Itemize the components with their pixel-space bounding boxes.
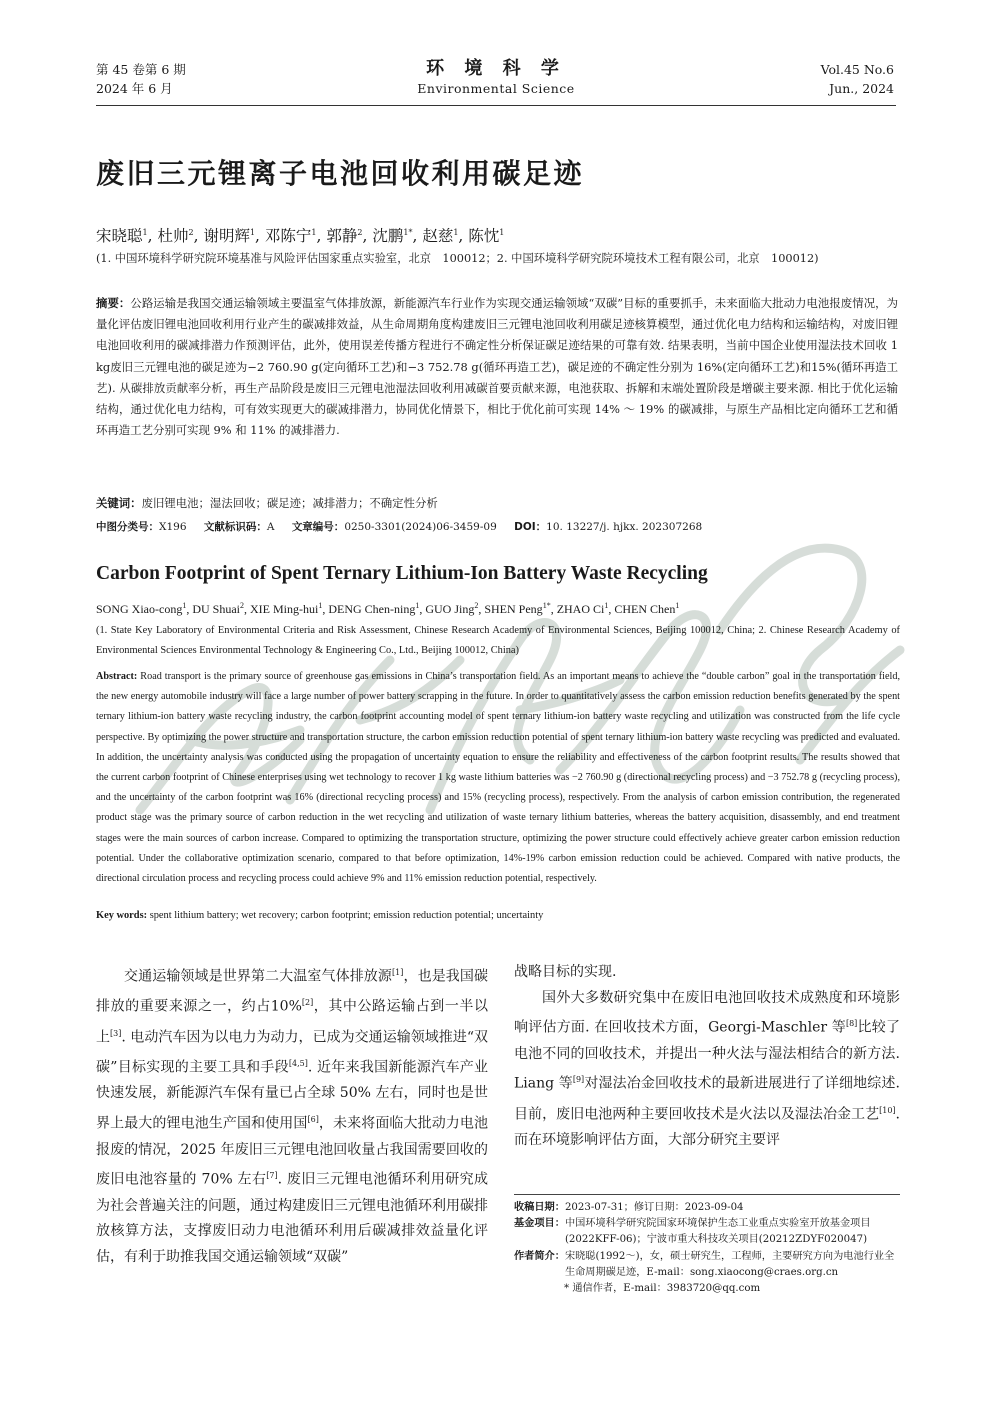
journal-name-en: Environmental Science xyxy=(417,81,575,96)
citation[interactable]: [2] xyxy=(301,998,314,1008)
doi-label: DOI： xyxy=(514,521,547,533)
body-text: . 废旧三元锂电池循环利用研究成为社会普遍关注的问题，通过构建废旧三元锂电池循环利用碳排放核算方法，支撑废旧动力电池循环利用后碳减排效益量化评估，有利于助推我国交通运输领域“双碳” xyxy=(96,1171,488,1265)
affiliation-cn: (1. 中国环境科学研究院环境基准与风险评估国家重点实验室，北京 100012；2. 中国环境科学研究院环境技术工程有限公司，北京 100012) xyxy=(96,252,819,265)
author-cn: 陈忱 xyxy=(468,227,500,246)
footnote-fund xyxy=(514,1216,900,1248)
author-en: SONG Xiao-cong xyxy=(96,602,183,616)
article-no-value: 0250-3301(2024)06-3459-09 xyxy=(344,521,497,533)
body-text: ，也是我国碳排放的重要来源之一，约占10% xyxy=(96,968,489,1016)
body-right-column xyxy=(514,960,900,1154)
date-en: Jun., 2024 xyxy=(829,81,894,96)
author-sup: 1 xyxy=(318,601,323,610)
body-text: 对湿法冶金回收技术的最新进展进行了详细地综述. 目前，废旧电池两种主要回收技术是火法以及湿法冶金工艺 xyxy=(514,1076,900,1123)
author-cn: 杜帅 xyxy=(157,227,189,246)
authors-cn: 宋晓聪$^1$, 杜帅$^2$, 谢明辉$^1$, 邓陈宁$^1$, 郭静$^2$, 沈鹏$^{1*}$, 赵慈$^1$, 陈忱$^1$ xyxy=(96,227,505,246)
classification-line xyxy=(96,518,702,536)
author-sup: 1* xyxy=(403,228,413,237)
body-left-column xyxy=(96,960,488,1271)
paper-title-en: Carbon Footprint of Spent Ternary Lithium-Ion Battery Waste Recycling xyxy=(96,563,708,584)
author-en: CHEN Chen xyxy=(614,602,676,616)
received-label: 收稿日期： xyxy=(514,1202,565,1213)
doc-code-value: A xyxy=(266,521,275,533)
fund-value: 中国环境科学研究院国家环境保护生态工业重点实验室开放基金项目(2022KFF-06)；宁波市重大科技攻关项目(20212ZDYF020047) xyxy=(564,1218,871,1246)
authors-en: SONG Xiao-cong$^1$, DU Shuai$^2$, XIE Ming-hui$^1$, DENG Chen-ning$^1$, GUO Jing$^2$, SHEN Peng$^{1*}$, ZHAO Ci$^1$, CHEN Chen$^1$ xyxy=(96,601,680,616)
corresponding-author: * 通信作者，E-mail：3983720@qq.com xyxy=(564,1283,761,1295)
author-sup: 1 xyxy=(675,601,680,610)
date-cn: 2024 年 6 月 xyxy=(96,81,173,96)
author-sup: 1* xyxy=(542,601,551,610)
abstract-en-text: Road transport is the primary source of greenhouse gas emissions in China’s transportation field. As an important means to achieve the “double carbon” goal in the transportation field, the new energy automobile industry will face a large number of power battery scrapping in the future. In order to quantitatively assess the carbon emission reduction benefits generated by the spent ternary lithium-ion battery waste recycling industry, the carbon footprint accounting model of spent ternary lithium-ion battery waste recycling and utilization was constructed from the life cycle perspective. By optimizing the power structure and transportation structure, the carbon emission reduction potential of spent ternary lithium-ion battery waste recycling was predicted and evaluated. In addition, the uncertainty analysis was conducted using the propagation of uncertainty equation to ensure the reliability and effectiveness of the carbon footprint results. The results showed that the current carbon footprint of Chinese enterprises using wet technology to recover 1 kg waste lithium batteries was −2 760.90 g (directional recycling process) and −3 752.78 g (recycling process), and the uncertainty of the carbon footprint was 16% (directional recycling process) and 15% (recycling process), respectively. From the analysis of carbon emission contribution, the regenerated product stage was the primary source of carbon reduction in the wet recycling and utilization of waste ternary lithium batteries, whereas the battery acquisition, disassembly, and end treatment stages were the main sources of carbon increase. Compared to optimizing the transportation structure, optimizing the power structure could effectively achieve greater carbon emission reduction potential. Under the collaborative optimization scenario, compared to that before optimization, 14%-19% carbon emission reduction could be achieved. Compared with native products, the directional circulation process and recycling process could achieve 9% and 11% emission reduction potential, respectively. xyxy=(96,671,900,885)
body-paragraph xyxy=(514,986,900,1154)
paper-title-cn: 废旧三元锂离子电池回收利用碳足迹 xyxy=(96,157,585,190)
body-paragraph: 战略目标的实现. xyxy=(514,964,617,980)
body-text: 比较了电池不同的回收技术，并提出一种火法与湿法相结合的新方法. Liang 等 xyxy=(514,1020,901,1093)
citation[interactable]: [6] xyxy=(307,1115,319,1125)
body-text: . 电动汽车因为以电力为动力，已成为交通运输领域推进“双碳”目标实现的主要工具和手段 xyxy=(96,1029,489,1076)
body-text: ，未来将面临大批动力电池报废的情况，2025 年废旧三元锂电池回收量占我国需要回收的废旧电池容量的 70% 左右 xyxy=(96,1115,489,1188)
keywords-cn xyxy=(96,493,438,513)
footnotes xyxy=(514,1200,900,1297)
author-en: DENG Chen-ning xyxy=(328,602,416,616)
author-bio-label: 作者简介： xyxy=(514,1250,565,1262)
received-value: 2023-07-31；修订日期：2023-09-04 xyxy=(564,1202,744,1213)
keywords-en-label: Key words: xyxy=(96,910,148,921)
abstract-cn-label: 摘要： xyxy=(96,296,131,310)
abstract-en-label: Abstract: xyxy=(96,671,138,682)
clc-value: X196 xyxy=(159,521,187,533)
body-paragraph xyxy=(96,960,488,1271)
footnote-author xyxy=(514,1249,900,1281)
author-cn: 谢明辉 xyxy=(203,227,250,246)
author-sup: 2 xyxy=(240,601,244,610)
keywords-en-text: spent lithium battery; wet recovery; carbon footprint; emission reduction potential; uncertainty xyxy=(147,910,544,921)
journal-name-cn: 环 境 科 学 xyxy=(426,58,566,79)
author-cn: 邓陈宁 xyxy=(264,227,312,246)
volume-cn: 第 45 卷第 6 期 xyxy=(96,62,186,77)
abstract-cn xyxy=(96,293,898,441)
volume-en: Vol.45 No.6 xyxy=(820,62,894,77)
author-sup: 2 xyxy=(188,228,194,237)
body-text: 国外大多数研究集中在废旧电池回收技术成熟度和环境影响评估方面. 在回收技术方面，Georgi-Maschler 等 xyxy=(514,989,900,1037)
keywords-cn-text: 废旧锂电池；湿法回收；碳足迹；减排潜力；不确定性分析 xyxy=(141,496,438,510)
clc-label: 中图分类号： xyxy=(96,521,159,533)
author-cn: 宋晓聪 xyxy=(96,227,143,246)
author-cn: 赵慈 xyxy=(422,227,454,246)
keywords-en xyxy=(96,907,543,925)
citation[interactable]: [7] xyxy=(266,1171,278,1181)
author-cn: 沈鹏 xyxy=(372,227,404,246)
body-text: ，其中公路运输占到一半以上 xyxy=(96,999,488,1046)
doc-code-label: 文献标识码： xyxy=(203,521,267,533)
citation[interactable]: [4,5] xyxy=(288,1059,308,1069)
abstract-en xyxy=(96,667,900,889)
author-sup: 1 xyxy=(142,228,148,237)
citation[interactable]: [8] xyxy=(845,1019,858,1029)
author-sup: 1 xyxy=(182,601,187,610)
author-sup: 1 xyxy=(453,228,459,237)
header-rule xyxy=(96,105,896,106)
keywords-cn-label: 关键词： xyxy=(96,496,142,510)
abstract-cn-text: 公路运输是我国交通运输领域主要温室气体排放源，新能源汽车行业作为实现交通运输领域“双碳”目标的重要抓手，未来面临大批动力电池报废情况，为量化评估废旧锂电池回收利用行业产生的碳减排效益，从生命周期角度构建废旧三元锂电池回收利用碳足迹核算模型，通过优化电力结构和运输结构，对废旧锂电池回收利用的碳减排潜力作预测评估，此外，使用误差传播方程进行不确定性分析保证碳足迹结果的可靠有效. 结果表明，当前中国企业使用湿法技术回收 1 kg废旧三元锂电池的碳足迹为−2 760.90 g(定向循环工艺)和−3 752.78 g(循环再造工艺)，碳足迹的不确定性分别为 16%(定向循环工艺)和15%(循环再造工艺). 从碳排放贡献率分析，再生产品阶段是废旧三元锂电池湿法回收利用减碳首要贡献来源，电池获取、拆解和末端处置阶段是增碳主要来源. 相比于优化运输结构，通过优化电力结构，可有效实现更大的碳减排潜力，协同优化情景下，相比于优化前可实现 14% ～ 19% 的碳减排，与原生产品相比定向循环工艺和循环再造工艺分别可实现 9% 和 11% 的减排潜力. xyxy=(96,296,898,438)
fund-label: 基金项目： xyxy=(514,1218,565,1230)
author-en: XIE Ming-hui xyxy=(250,602,319,616)
author-bio-value: 宋晓聪(1992～)，女，硕士研究生，工程师，主要研究方向为电池行业全生命周期碳足迹，E-mail：song.xiaocong@craes.org.cn xyxy=(564,1250,895,1278)
header-right xyxy=(821,60,894,98)
author-en: SHEN Peng xyxy=(484,602,543,616)
article-no-label: 文章编号： xyxy=(291,521,345,533)
body-text: . 近年来我国新能源汽车产业快速发展，新能源汽车保有量已占全球 50% 左右，同时也是世界上最大的锂电池生产国和使用国 xyxy=(96,1059,488,1132)
author-sup: 1 xyxy=(415,601,420,610)
author-sup: 2 xyxy=(357,228,363,237)
author-sup: 1 xyxy=(499,228,505,237)
body-text: 交通运输领域是世界第二大温室气体排放源 xyxy=(124,968,393,985)
author-en: GUO Jing xyxy=(425,602,475,616)
author-cn: 郭静 xyxy=(326,227,358,246)
author-sup: 1 xyxy=(311,228,317,237)
author-en: DU Shuai xyxy=(192,602,240,616)
author-sup: 1 xyxy=(249,228,256,237)
doi-value: 10. 13227/j. hjkx. 202307268 xyxy=(546,521,703,533)
citation[interactable]: [9] xyxy=(572,1075,585,1085)
author-en: ZHAO Ci xyxy=(556,602,605,616)
author-sup: 1 xyxy=(604,601,609,610)
footnote-received xyxy=(514,1200,900,1216)
author-sup: 2 xyxy=(474,601,479,610)
footnote-rule xyxy=(514,1194,900,1195)
affiliation-en: (1. State Key Laboratory of Environmental Criteria and Risk Assessment, Chinese Research Academy of Environmental Sciences, Beijing 100012, China; 2. Chinese Research Academy of Environmental Sciences Environmental Technology & Engineering Co., Ltd., Beijing 100012, China) xyxy=(96,625,900,656)
citation[interactable]: [1] xyxy=(392,968,404,977)
citation[interactable]: [10] xyxy=(879,1105,896,1115)
body-text: . 而在环境影响评估方面，大部分研究主要评 xyxy=(514,1106,900,1149)
citation[interactable]: [3] xyxy=(110,1028,122,1038)
